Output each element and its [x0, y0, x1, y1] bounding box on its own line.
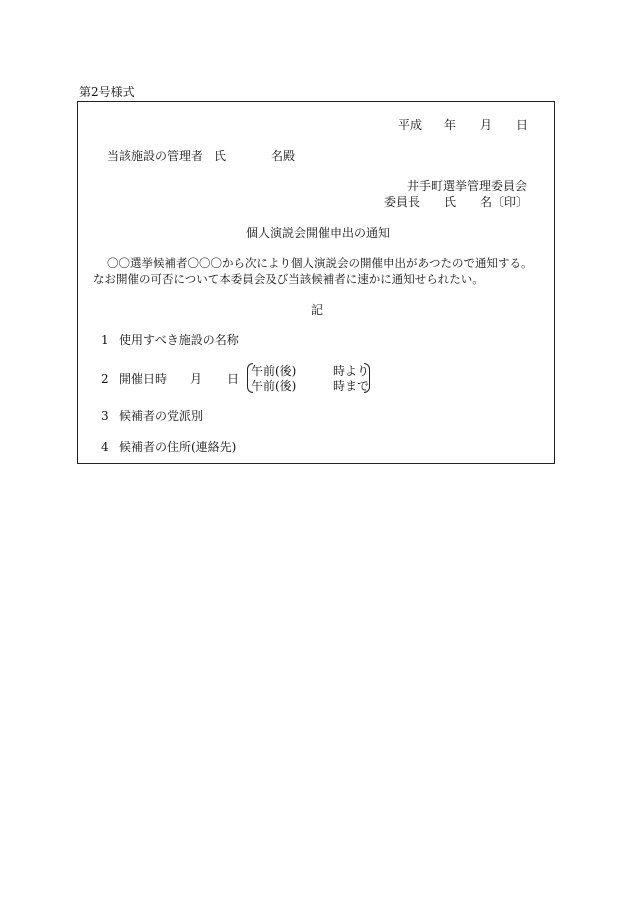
sender-title: 委員長 — [384, 195, 421, 209]
schedule-day-label: 日 — [227, 372, 240, 386]
schedule-end-suffix: 時まで — [333, 379, 370, 393]
addressee-name-suffix: 名殿 — [271, 149, 296, 163]
date-year-label: 年 — [444, 118, 457, 132]
date-day-label: 日 — [516, 118, 529, 132]
schedule-end-ampm: 午前(後) — [251, 379, 297, 393]
item-1-number: 1 — [101, 333, 109, 347]
body-line-1: 〇〇選挙候補者〇〇〇から次により個人演説会の開催申出があつたので通知する。 — [107, 256, 533, 270]
sender-name-label: 氏 — [444, 195, 457, 209]
addressee-name-label: 氏 — [214, 149, 227, 163]
item-2-number: 2 — [101, 372, 109, 386]
schedule-month-label: 月 — [190, 372, 203, 386]
item-4-label: 候補者の住所(連絡先) — [119, 440, 237, 454]
sender-name-suffix: 名〔印〕 — [480, 195, 529, 209]
ki-label: 記 — [311, 303, 324, 317]
schedule-start-suffix: 時より — [333, 364, 370, 378]
addressee-recipient: 当該施設の管理者 — [107, 149, 204, 163]
item-1-label: 使用すべき施設の名称 — [119, 333, 239, 347]
document-title: 個人演説会開催申出の通知 — [246, 226, 391, 240]
date-month-label: 月 — [480, 118, 493, 132]
item-4-number: 4 — [101, 440, 109, 454]
item-3-label: 候補者の党派別 — [119, 409, 204, 423]
schedule-start-ampm: 午前(後) — [251, 364, 297, 378]
form-number-label: 第2号様式 — [79, 85, 135, 99]
date-era: 平成 — [398, 118, 423, 132]
sender-organization: 井手町選挙管理委員会 — [407, 179, 528, 193]
item-2-label: 開催日時 — [119, 372, 168, 386]
body-line-2: なお開催の可否について本委員会及び当該候補者に速かに通知せられたい。 — [93, 272, 484, 286]
item-3-number: 3 — [101, 409, 109, 423]
